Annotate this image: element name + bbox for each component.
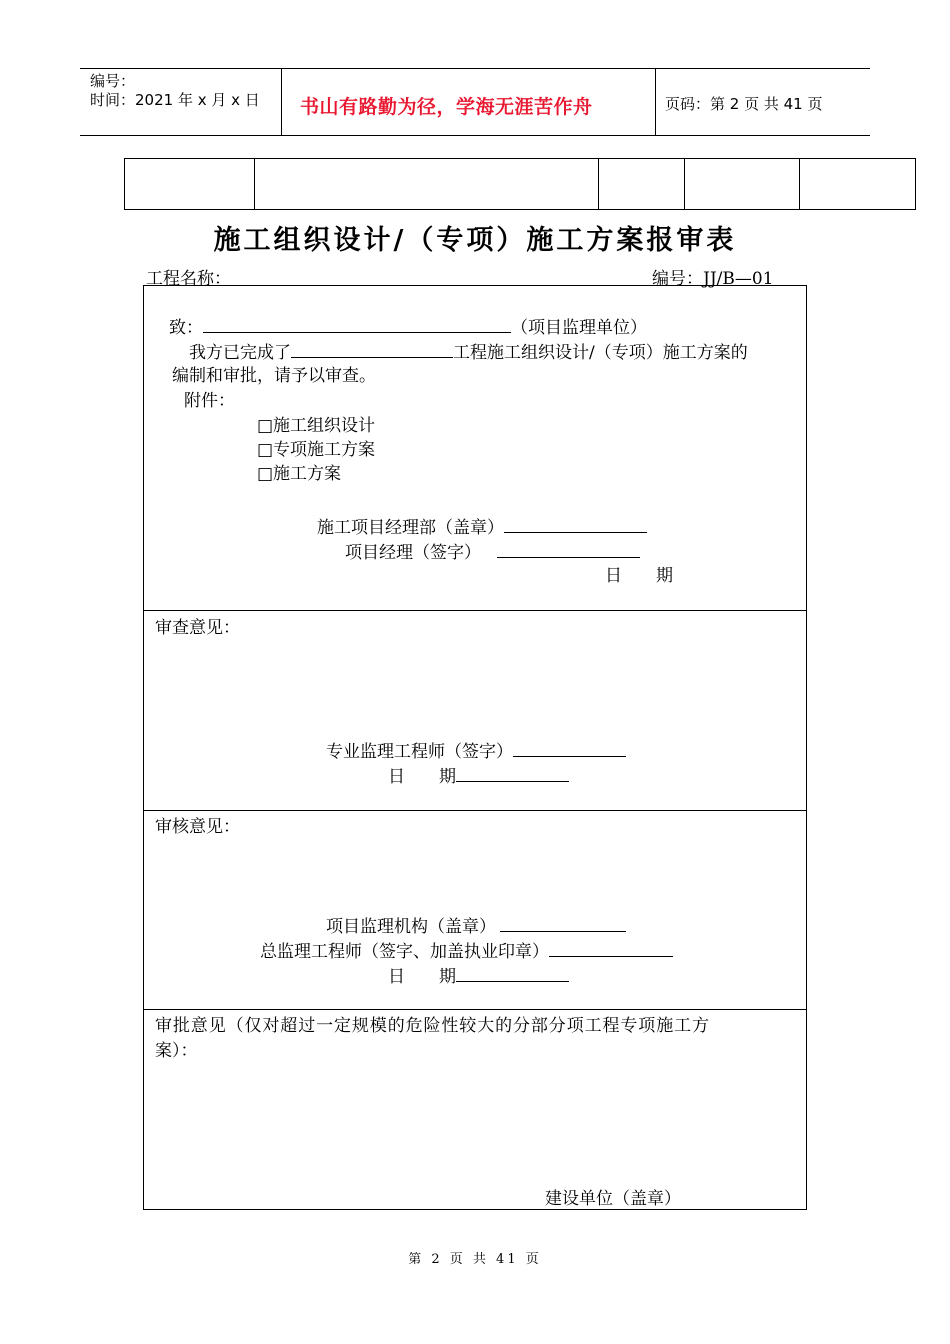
- table-column-divider: [684, 159, 685, 209]
- supervision-org-line: [326, 914, 626, 938]
- completed-suffix: 工程施工组织设计/（专项）施工方案的: [453, 343, 748, 363]
- header-number-label: 编号：: [90, 72, 136, 90]
- attachment-checkbox[interactable]: □专项施工方案: [257, 440, 376, 460]
- table-column-divider: [799, 159, 800, 209]
- attachment-checkbox[interactable]: □施工方案: [257, 464, 342, 484]
- supervision-org-seal-field[interactable]: [500, 914, 626, 932]
- table-column-divider: [598, 159, 599, 209]
- section1-date-label: 日 期: [605, 566, 673, 586]
- supervision-org-label: 项目监理机构（盖章）: [326, 917, 496, 937]
- attachments-label: 附件：: [184, 391, 235, 411]
- header-time-label: 时间：2021 年 x 月 x 日: [90, 91, 260, 109]
- contractor-dept-label: 施工项目经理部（盖章）: [317, 518, 504, 538]
- contractor-dept-line: [317, 515, 647, 539]
- chief-engineer-line: [260, 939, 673, 963]
- completed-line: [189, 340, 748, 364]
- to-line: [169, 315, 647, 339]
- audit-date-label: 日 期: [388, 967, 456, 987]
- audit-label: 审核意见：: [155, 817, 240, 837]
- review-date-field[interactable]: [456, 764, 569, 782]
- approval-form: [143, 285, 807, 1210]
- table-column-divider: [254, 159, 255, 209]
- empty-table: [124, 158, 916, 210]
- footer-page-number: 第 2 页 共 41 页: [408, 1252, 542, 1267]
- approval-label-line1: 审批意见（仅对超过一定规模的危险性较大的分部分项工程专项施工方: [155, 1016, 710, 1036]
- audit-date-line: [388, 964, 569, 988]
- section-separator: [144, 610, 806, 611]
- header-divider: [281, 68, 282, 136]
- project-name-field[interactable]: [291, 340, 453, 358]
- project-manager-label: 项目经理（签字）: [345, 543, 481, 563]
- section-separator: [144, 810, 806, 811]
- supervision-unit-field[interactable]: [203, 315, 511, 333]
- form-title: 施工组织设计/（专项）施工方案报审表: [213, 225, 737, 256]
- specialist-engineer-label: 专业监理工程师（签字）: [326, 742, 513, 762]
- review-date-label: 日 期: [388, 767, 456, 787]
- approval-label-line2: 案）：: [155, 1041, 198, 1061]
- header-motto: 书山有路勤为径，学海无涯苦作舟: [300, 96, 593, 118]
- to-suffix: （项目监理单位）: [511, 318, 647, 338]
- review-label: 审查意见：: [155, 618, 240, 638]
- attachment-checkbox[interactable]: □施工组织设计: [257, 416, 376, 436]
- specialist-engineer-signature-field[interactable]: [513, 739, 626, 757]
- review-date-line: [388, 764, 569, 788]
- contractor-seal-field[interactable]: [504, 515, 647, 533]
- specialist-engineer-line: [326, 739, 626, 763]
- header-top-rule: [80, 68, 870, 69]
- owner-unit-label: 建设单位（盖章）: [545, 1189, 681, 1209]
- chief-engineer-label: 总监理工程师（签字、加盖执业印章）: [260, 942, 549, 962]
- section-separator: [144, 1009, 806, 1010]
- to-label: 致：: [169, 318, 203, 338]
- header-page-label: 页码：第 2 页 共 41 页: [665, 95, 823, 113]
- completed-prefix: 我方已完成了: [189, 343, 291, 363]
- project-name-label: 工程名称：: [146, 269, 231, 289]
- header-bottom-rule: [80, 135, 870, 136]
- audit-date-field[interactable]: [456, 964, 569, 982]
- completed-line2: 编制和审批，请予以审查。: [172, 366, 376, 386]
- chief-engineer-signature-field[interactable]: [549, 939, 673, 957]
- form-code-label: 编号：JJ/B—01: [652, 269, 774, 289]
- header-divider: [655, 68, 656, 136]
- project-manager-signature-field[interactable]: [497, 540, 640, 558]
- project-manager-line: [345, 540, 640, 564]
